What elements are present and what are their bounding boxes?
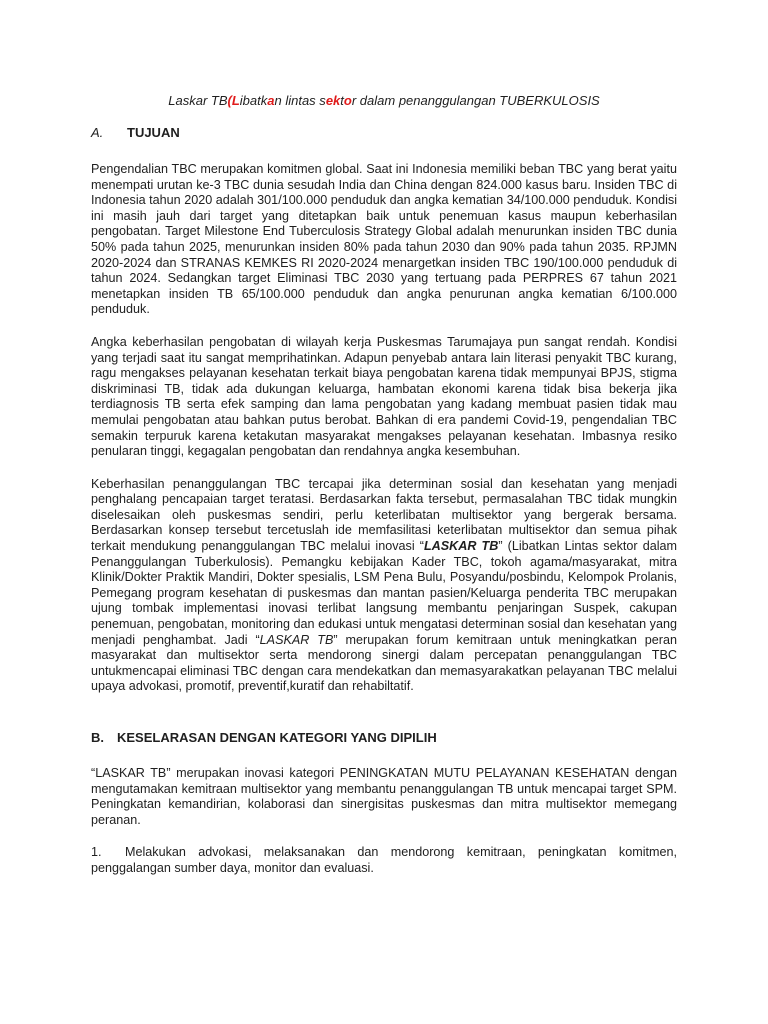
section-a-number: A. <box>91 125 104 140</box>
paragraph-a3 <box>91 477 677 695</box>
title-part: Laskar TB <box>168 93 228 108</box>
paragraph-a3-part1: Keberhasilan penanggulangan TBC tercapai jika determinan sosial dan kesehatan yang menjadi penghalang pencapaian target teratasi. Berdasarkan fakta tersebut, permasalahan TBC tidak mungkin diselesaikan oleh puskesmas sendiri, perlu keterlibatan multisektor yang bergerak bersama. Berdasarkan konsep tersebut tercetuslah ide memfasilitasi keterlibatan multisektor dan semua pihak terkait mendukung penanggulangan TBC melalui inovasi “ <box>91 476 677 554</box>
title-part-red: o <box>343 93 352 108</box>
section-a-title: TUJUAN <box>127 125 180 140</box>
paragraph-b1: “LASKAR TB” merupakan inovasi kategori PENINGKATAN MUTU PELAYANAN KESEHATAN dengan mengutamakan kemitraan multisektor yang membantu penanggulangan TB untuk mencapai target SPM. Peningkatan kemandirian, kolaborasi dan sinergisitas puskesmas dan mitra multisektor memegang peranan. <box>91 766 677 827</box>
paragraph-a3-part2: ” (Libatkan Lintas sektor dalam Penanggulangan Tuberkulosis). Pemangku kebijakan Kader TBC, tokoh agama/masyarakat, mitra Klinik/Dokter Praktik Mandiri, Dokter spesialis, LSM Pena Bulu, Posyandu/posbindu, Kelompok Prolanis, Pemegang program kesehatan di puskesmas dan mantan pasien/Keluarga penderita TBC merupakan ujung tombak implementasi inovasi terlibat langsung membantu penjaringan Suspek, cakupan penemuan, pengobatan, monitoring dan edukasi untuk mengatasi determinan sosial dan kesehatan yang menjadi penghambat. Jadi “ <box>91 539 678 647</box>
laskar-tb-italic: LASKAR TB <box>259 632 334 647</box>
list-item <box>91 845 677 876</box>
title-part-red: (L <box>227 93 240 108</box>
title-part: n lin <box>274 93 299 108</box>
laskar-tb-emphasis: LASKAR TB <box>423 539 499 554</box>
title-part: r dalam penanggulangan TUBERKULOSIS <box>351 93 600 108</box>
paragraph-a3-part3: ” merupakan forum kemitraan untuk meningkatkan peran masyarakat dan multisektor serta mendorong sinergi dalam percepatan penanggulangan TBC untukmencapai eliminasi TBC dengan cara mendekatkan dan memasyarakatkan pelayanan TBC melalui upaya advokasi, promotif, preventif,kuratif dan rehabiltatif. <box>91 632 678 694</box>
document-title <box>91 92 677 110</box>
title-part: tas s <box>298 93 326 108</box>
title-part-red: a <box>267 93 275 108</box>
title-part: t <box>340 93 344 108</box>
title-part-red: ek <box>325 93 341 108</box>
paragraph-a1: Pengendalian TBC merupakan komitmen global. Saat ini Indonesia memiliki beban TBC yang berat yaitu menempati urutan ke-3 TBC dunia sesudah India dan China dengan 824.000 kasus baru. Insiden TBC di Indonesia tahun 2020 adalah 301/100.000 penduduk dan angka kematian 34/100.000 penduduk. Kondisi ini masih jauh dari target yang ditetapkan baik untuk penemuan kasus maupun keberhasilan pengobatan. Target Milestone End Tuberculosis Strategy Global adalah menurunkan insiden TBC dunia 50% pada tahun 2025, menurunkan insiden 80% pada tahun 2030 dan 90% pada tahun 2035. RPJMN 2020-2024 dan STRANAS KEMKES RI 2020-2024 menargetkan insiden TBC 190/100.000 penduduk di tahun 2024. Sedangkan target Eliminasi TBC 2030 yang tertuang pada PERPRES 67 tahun 2021 menetapkan insiden TB 65/100.000 penduduk dan angka penurunan angka kematian 6/100.000 penduduk. <box>91 162 677 317</box>
list-item-text: Melakukan advokasi, melaksanakan dan mendorong kemitraan, peningkatan komitmen, penggalangan sumber daya, monitor dan evaluasi. <box>91 845 677 875</box>
section-b-heading <box>91 729 677 747</box>
list-item-number: 1. <box>91 845 102 860</box>
paragraph-a2: Angka keberhasilan pengobatan di wilayah kerja Puskesmas Tarumajaya pun sangat rendah. Kondisi yang terjadi saat itu sangat memprihatinkan. Adapun penyebab antara lain literasi penyakit TBC kurang, ragu mengakses pelayanan kesehatan terkait biaya pengobatan karena tidak mempunyai BPJS, stigma diskriminasi TB, tidak ada dukungan keluarga, hambatan ekonomi karena tidak bisa bekerja jika terdiagnosis TB serta efek samping dan lama pengobatan yang kadang membuat pasien tidak mau memulai pengobatan atau bahkan putus berobat. Bahkan di era pandemi Covid-19, pengendalian TBC semakin terpuruk karena ketakutan masyarakat mengakses pelayanan kesehatan. Imbasnya resiko penularan tinggi, kegagalan pengobatan dan rendahnya angka kesembuhan. <box>91 334 677 459</box>
section-a-heading <box>91 124 677 142</box>
title-part: ibatk <box>239 93 268 108</box>
section-b-title: KESELARASAN DENGAN KATEGORI YANG DIPILIH <box>117 730 437 745</box>
section-b-number: B. <box>91 730 104 745</box>
